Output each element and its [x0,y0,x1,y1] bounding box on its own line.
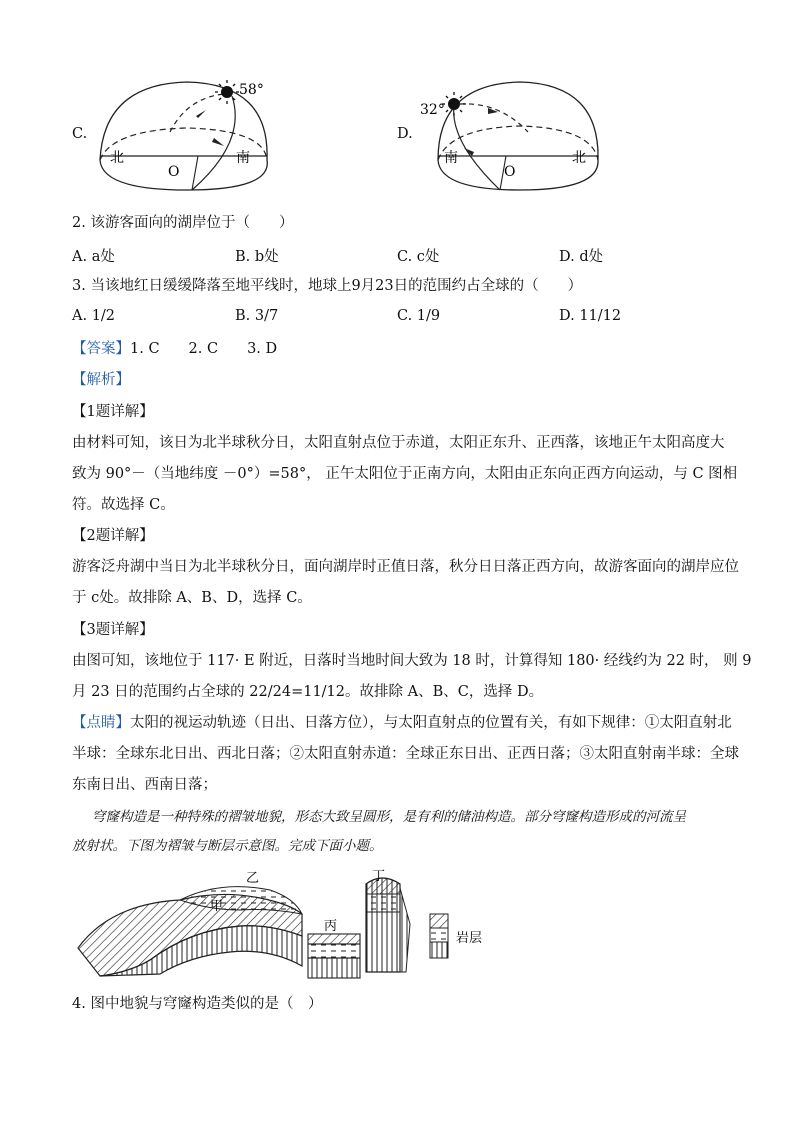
north-label-d: 北 [572,150,586,166]
sun-path-diagram-c [92,72,282,196]
detail-2-tag: 【2题详解】 [72,528,154,544]
question-3-stem: 3. 当该地红日缓缓降落至地平线时，地球上9月23日的范围约占全球的（ ） [72,278,583,294]
q2-option-a[interactable]: A. a处 [72,249,115,265]
answer-text: 1. C 2. C 3. D [130,341,278,357]
passage-line-2: 放射状。下图为褶皱与断层示意图。完成下面小题。 [72,838,383,854]
fold-fault-diagram [70,864,510,988]
answer-tag: 【答案】 [72,341,130,357]
angle-label-d: 32° [420,102,445,118]
passage-line-1: 穹窿构造是一种特殊的褶皱地貌，形态大致呈圆形，是有利的储油构造。部分穹窿构造形成的河流呈 [92,809,686,825]
south-label-d: 南 [444,150,458,166]
q2-option-d[interactable]: D. d处 [559,249,604,265]
legend-label: 岩层 [456,931,483,946]
detail-2-line-1: 游客泛舟湖中当日为北半球秋分日，面向湖岸时正值日落，秋分日日落正西方向，故游客面向的湖岸应位 [72,559,739,575]
tip-line-3: 东南日出、西南日落； [72,777,217,793]
detail-2-line-2: 于 c处。故排除 A、B、D，选择 C。 [72,590,312,606]
tip-line-2: 半球：全球东北日出、西北日落；②太阳直射赤道：全球正东日出、正西日落；③太阳直射南半球：全球 [72,746,739,762]
q3-option-a[interactable]: A. 1/2 [72,308,116,324]
tip-text-1: 太阳的视运动轨迹（日出、日落方位），与太阳直射点的位置有关，有如下规律：①太阳直射北 [130,715,732,731]
tip-line-1 [72,713,732,733]
analysis-tag: 【解析】 [72,372,130,388]
label-ding: 丁 [372,869,386,884]
q3-option-c[interactable]: C. 1/9 [397,308,441,324]
option-d-label: D. [397,126,413,142]
south-label-c: 南 [236,150,250,166]
question-4-stem: 4. 图中地貌与穹窿构造类似的是（ ） [72,996,323,1012]
q2-option-b[interactable]: B. b处 [235,249,279,265]
label-jia: 甲 [210,899,224,914]
detail-3-tag: 【3题详解】 [72,622,154,638]
sun-path-diagram-d [420,72,610,196]
q2-option-c[interactable]: C. c处 [397,249,440,265]
q3-option-d[interactable]: D. 11/12 [559,308,622,324]
label-bing: 丙 [324,919,338,934]
detail-3-line-1: 由图可知，该地位于 117· E 附近，日落时当地时间大致为 18 时，计算得知 180· 经线约为 22 时， 则 9 [72,653,752,669]
detail-1-line-1: 由材料可知，该日为北半球秋分日，太阳直射点位于赤道，太阳正东升、正西落，该地正午太阳高度大 [72,435,725,451]
center-label-c: O [168,164,180,180]
question-2-stem: 2. 该游客面向的湖岸位于（ ） [72,215,294,231]
detail-1-tag: 【1题详解】 [72,404,154,420]
detail-1-line-3: 符。故选择 C。 [72,497,175,513]
angle-label-c: 58° [239,82,264,98]
north-label-c: 北 [110,150,124,166]
option-c-label: C. [72,126,88,142]
center-label-d: O [504,164,516,180]
answer-line [72,339,277,359]
detail-3-line-2: 月 23 日的范围约占全球的 22/24=11/12。故排除 A、B、C，选择 D。 [72,684,544,700]
detail-1-line-2: 致为 90°－（当地纬度 －0°）=58°， 正午太阳位于正南方向，太阳由正东向正西方向运动，与 C 图相 [72,466,738,482]
tip-tag: 【点睛】 [72,715,130,731]
q3-option-b[interactable]: B. 3/7 [235,308,279,324]
label-yi: 乙 [246,871,260,886]
